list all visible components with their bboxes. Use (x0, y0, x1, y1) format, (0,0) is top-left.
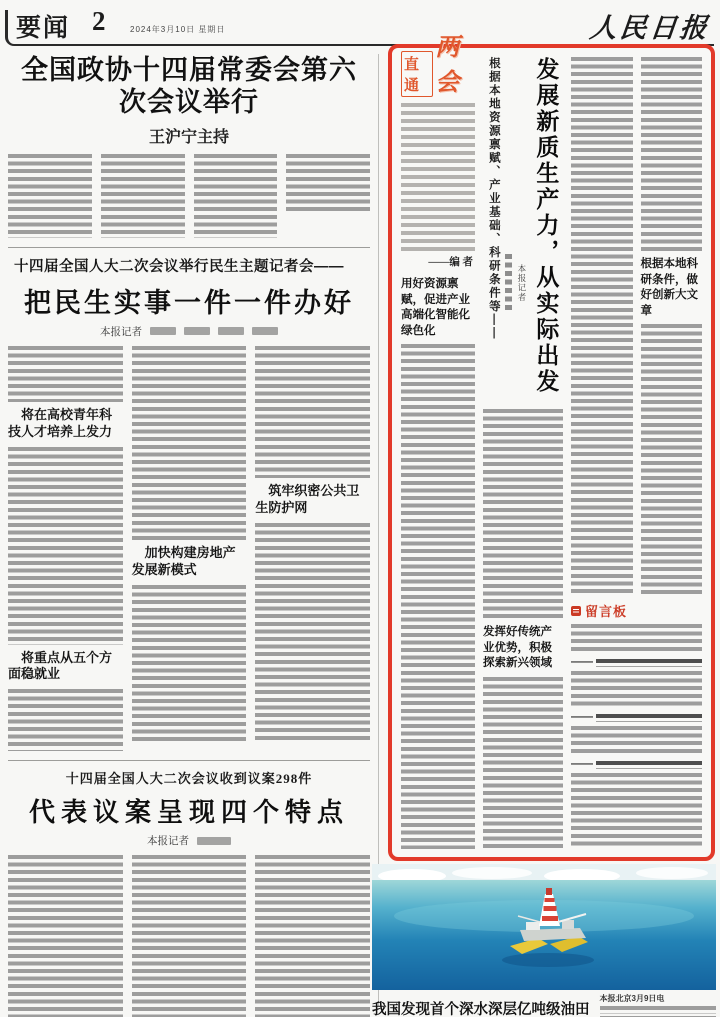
feature-right-half (571, 57, 702, 849)
date-line: 2024年3月10日 星期日 (130, 25, 226, 34)
body-text-placeholder (255, 855, 370, 1017)
byline (8, 833, 370, 848)
byline-name-placeholder (197, 837, 231, 845)
body-text-placeholder (483, 409, 563, 621)
subhead: 加快构建房地产发展新模式 (131, 544, 236, 577)
body-text-placeholder (8, 855, 123, 1017)
article-kicker: 十四届全国人大二次会议举行民生主题记者会—— (14, 258, 344, 275)
section-title: 要闻 (16, 15, 71, 42)
attribution-dash: —— (571, 758, 593, 770)
byline-prefix: 本报记者 (100, 326, 142, 338)
badge-small-label: 直通 (401, 51, 433, 97)
body-text-placeholder (571, 671, 702, 709)
body-text-placeholder (132, 346, 247, 540)
body-text-placeholder (641, 324, 703, 595)
body-column (132, 346, 247, 752)
feature-intro-column (401, 34, 475, 849)
feature-box-two-sessions (388, 34, 715, 861)
body-text-placeholder (483, 677, 563, 849)
byline-name-placeholder (150, 327, 176, 335)
feature-headline: 发展新质生产力，从实际出发 (533, 57, 560, 395)
body-text-placeholder (571, 624, 702, 654)
byline-name-placeholder (218, 327, 244, 335)
article-cppcc (8, 54, 370, 238)
message-board-icon (571, 606, 581, 616)
body-text-placeholder (101, 154, 185, 238)
article-headline: 代表议案呈现四个特点 (28, 797, 349, 828)
subhead: 筑牢织密公共卫生防护网 (255, 482, 360, 515)
body-text-placeholder (8, 447, 123, 645)
caption-dateline: 本报北京3月9日电 (599, 994, 665, 1003)
caption-note (600, 993, 717, 1017)
caption-text-placeholder (600, 1006, 717, 1014)
body-text-placeholder (132, 585, 247, 743)
body-text-placeholder (8, 346, 123, 402)
byline-prefix: 本报记者 (516, 264, 527, 302)
byline (8, 324, 370, 339)
subhead: 用好资源禀赋，促进产业高端化智能化绿色化 (401, 278, 470, 337)
article-body-columns (8, 154, 370, 238)
article-body-columns (8, 346, 370, 752)
byline-name-placeholder (184, 327, 210, 335)
body-text-placeholder (8, 689, 123, 751)
caption-title: 我国发现首个深水深层亿吨级油田 (372, 1002, 590, 1017)
feature-body-columns (571, 57, 702, 595)
page-number: 2 (92, 6, 106, 36)
attribution-placeholder (596, 659, 702, 667)
attribution-placeholder (596, 761, 702, 769)
editor-signature: ——编 者 (428, 257, 473, 268)
subhead: 将重点从五个方面稳就业 (8, 649, 113, 682)
body-text-placeholder (641, 57, 703, 253)
body-column (255, 346, 370, 752)
byline-name-placeholder (252, 327, 278, 335)
article-kicker: 十四届全国人大二次会议收到议案298件 (65, 771, 313, 787)
subhead: 将在高校青年科技人才培养上发力 (8, 406, 113, 439)
article-minsheng (8, 255, 370, 752)
vertical-kicker: 根据本地资源禀赋、产业基础、科研条件等—— (487, 57, 500, 341)
attribution-placeholder (596, 714, 702, 722)
message-board-content (571, 624, 702, 849)
byline-name-placeholder (505, 254, 512, 312)
article-body-columns (8, 855, 370, 1017)
feature-headline-column (483, 57, 563, 849)
left-articles-region (8, 52, 370, 1010)
subhead: 根据本地科研条件，做好创新大文章 (640, 258, 698, 317)
body-text-placeholder (132, 855, 247, 1017)
section-divider (8, 247, 370, 248)
article-headline: 把民生实事一件一件办好 (24, 287, 354, 318)
photo-caption (372, 993, 716, 1017)
oil-rig-illustration (372, 864, 716, 990)
masthead-logo: 人民日报 (588, 13, 712, 43)
attribution-dash: —— (571, 711, 593, 723)
attribution-line (571, 657, 702, 668)
vertical-headline-block (483, 57, 563, 409)
body-text-placeholder (401, 344, 475, 849)
article-headline: 全国政协十四届常委会第六次会议举行 (21, 55, 357, 118)
message-board-label (571, 601, 702, 620)
body-text-placeholder (571, 773, 702, 849)
badge-big-label: 两会 (435, 34, 460, 96)
byline-prefix: 本报记者 (147, 836, 189, 848)
body-text-placeholder (571, 726, 702, 756)
body-text-placeholder (255, 346, 370, 478)
body-text-placeholder (286, 154, 370, 214)
editor-note-placeholder (401, 103, 475, 251)
body-text-placeholder (194, 154, 278, 238)
subhead: 发挥好传统产业优势，积极探索新兴领域 (483, 626, 552, 670)
body-column (8, 346, 123, 752)
body-text-placeholder (8, 154, 92, 238)
vertical-byline (505, 157, 528, 409)
body-text-placeholder (255, 523, 370, 743)
two-sessions-badge (401, 34, 475, 97)
article-yian (8, 768, 370, 1017)
article-deck: 王沪宁主持 (148, 128, 229, 146)
body-text-placeholder (571, 57, 633, 595)
message-board-title: 留言板 (585, 604, 628, 619)
section-divider (8, 760, 370, 761)
body-column (641, 57, 703, 595)
attribution-line (571, 712, 702, 723)
attribution-line (571, 759, 702, 770)
oil-rig-photo (372, 864, 716, 990)
attribution-dash: —— (571, 656, 593, 668)
